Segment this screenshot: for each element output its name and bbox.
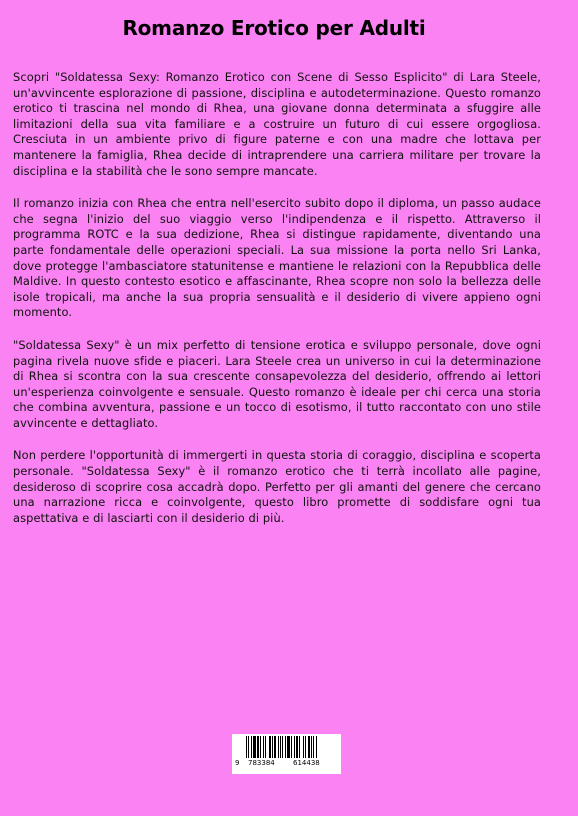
blurb-paragraph-1: Scopri "Soldatessa Sexy: Romanzo Erotico con Scene di Sesso Esplicito" di Lara Steele, un'avvincente esplorazione di passione, disciplina e autodeterminazione. Questo romanzo erotico ti trascina nel mondo di Rhea, una giovane donna determinata a sfuggire alle limitazioni della sua vita familiare e a costruire un futuro di cui essere orgogliosa. Cresciuta in un ambiente privo di figure paterne e con una madre che lottava per mantenere la famiglia, Rhea decide di intraprendere una carriera militare per trovare la disciplina e la stabilità che le sono sempre mancate.: [13, 70, 541, 178]
barcode-right-digits: 614438: [293, 759, 320, 767]
blurb-paragraph-4: Non perdere l'opportunità di immergerti in questa storia di coraggio, disciplina e scoperta personale. "Soldatessa Sexy" è il romanzo erotico che ti terrà incollato alle pagine, desideroso di scoprire cosa accadrà dopo. Perfetto per gli amanti del genere che cercano una narrazione ricca e coinvolgente, questo libro promette di soddisfare ogni tua aspettativa e di lasciarti con il desiderio di più.: [13, 448, 541, 525]
isbn-barcode: [232, 734, 341, 774]
cover-title: Romanzo Erotico per Adulti: [122, 16, 426, 40]
blurb-paragraph-2: Il romanzo inizia con Rhea che entra nell'esercito subito dopo il diploma, un passo audace che segna l'inizio del suo viaggio verso l'indipendenza e il rispetto. Attraverso il programma ROTC e la sua dedizione, Rhea si distingue rapidamente, diventando una parte fondamentale delle operazioni speciali. La sua missione la porta nello Sri Lanka, dove protegge l'ambasciatore statunitense e mantiene le relazioni con la Repubblica delle Maldive. In questo contesto esotico e affascinante, Rhea scopre non solo la bellezza delle isole tropicali, ma anche la sua propria sensualità e il desiderio di vivere appieno ogni momento.: [13, 196, 541, 320]
barcode-left-digits: 783384: [248, 759, 275, 767]
barcode-first-digit: 9: [235, 759, 240, 767]
barcode-bars-icon: [236, 736, 337, 760]
blurb-paragraph-3: "Soldatessa Sexy" è un mix perfetto di tensione erotica e sviluppo personale, dove ogni pagina rivela nuove sfide e piaceri. Lara Steele crea un universo in cui la determinazione di Rhea si scontra con la sua crescente consapevolezza del desiderio, offrendo ai lettori un'esperienza coinvolgente e sensuale. Questo romanzo è ideale per chi cerca una storia che combina avventura, passione e un tocco di esotismo, il tutto raccontato con uno stile avvincente e dettagliato.: [13, 337, 541, 430]
blurb-text: [13, 70, 541, 543]
